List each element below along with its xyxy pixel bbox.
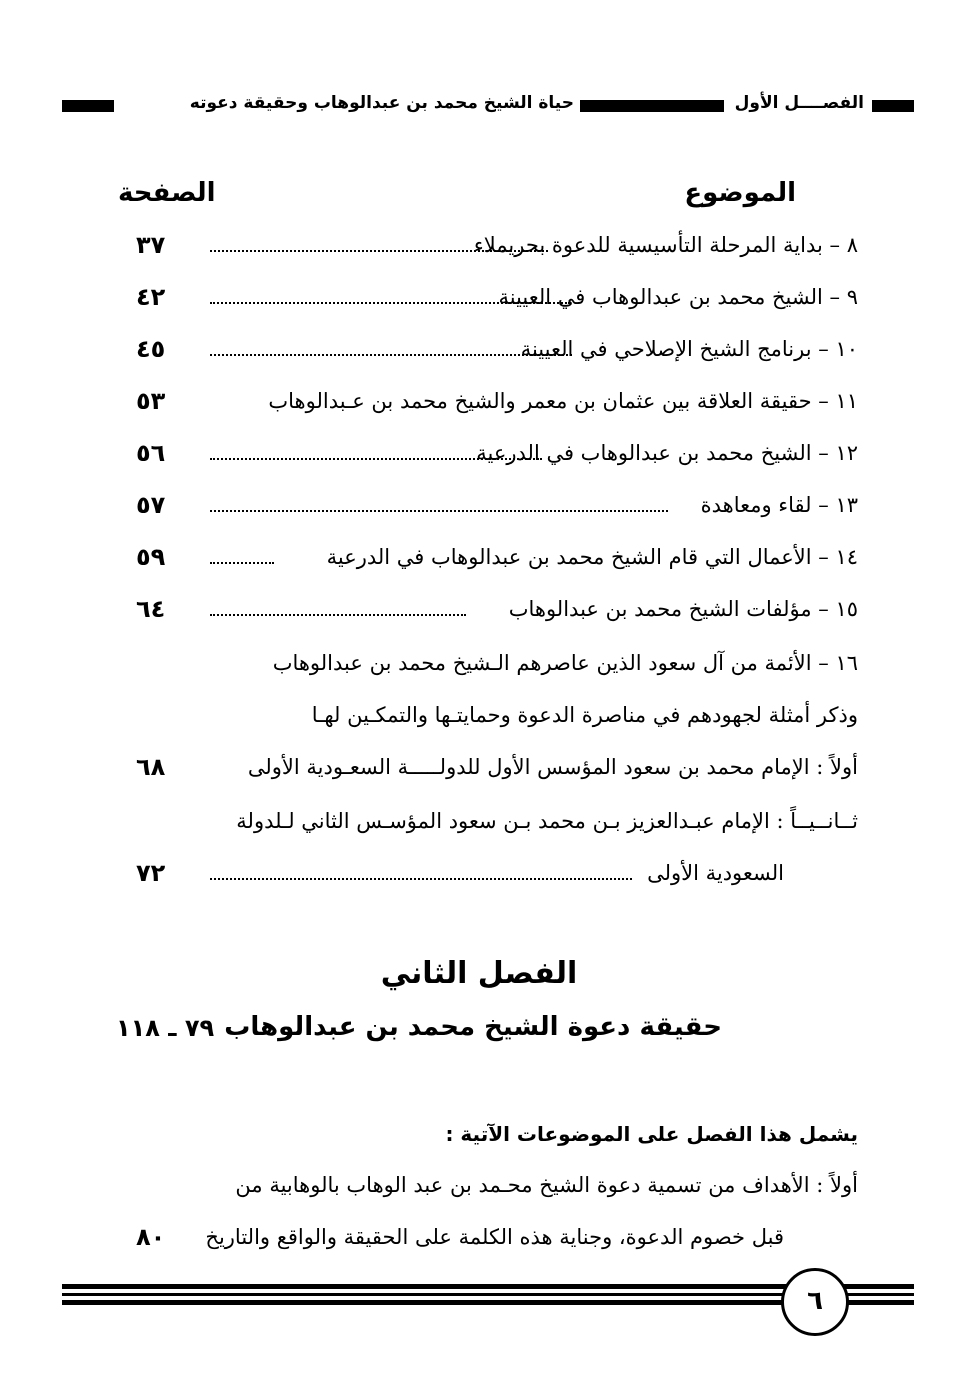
toc-entry-title: ١٣ – لقاء ومعاهدة bbox=[700, 493, 858, 517]
chapter-subtitle: حقيقة دعوة الشيخ محمد بن عبدالوهاب bbox=[224, 1012, 722, 1042]
toc-row bbox=[118, 282, 858, 326]
toc-entry-title: أولاً : الإمام محمد بن سعود المؤسس الأول للدولـــــة السعـودية الأولى bbox=[247, 755, 858, 779]
toc-row bbox=[118, 230, 858, 274]
toc-entry-title: قبل خصوم الدعوة، وجناية هذه الكلمة على الحقيقة والواقع والتاريخ bbox=[205, 1225, 784, 1249]
toc-row bbox=[118, 594, 858, 638]
toc-entry-page: ٥٧ bbox=[136, 491, 166, 519]
toc-entry-page: ٥٩ bbox=[136, 543, 166, 571]
header-rule bbox=[580, 100, 724, 112]
toc-row bbox=[118, 386, 858, 430]
dot-leader bbox=[210, 510, 668, 512]
header-rule bbox=[872, 100, 914, 112]
header-chapter-label: الفصــــل الأول bbox=[734, 93, 864, 113]
dot-leader bbox=[210, 354, 572, 356]
toc-entry-title: أولاً : الأهداف من تسمية دعوة الشيخ محـمد بن عبد الوهاب بالوهابية من bbox=[235, 1173, 858, 1197]
dot-leader bbox=[210, 878, 632, 880]
chapter-heading: الفصل الثاني bbox=[380, 956, 578, 991]
chapter-intro: يشمل هذا الفصل على الموضوعات الآتية : bbox=[445, 1122, 858, 1146]
toc-entry-page: ٦٤ bbox=[136, 595, 166, 623]
page-column-heading: الصفحة bbox=[118, 178, 216, 208]
toc-entry-page: ٧٢ bbox=[136, 859, 166, 887]
toc-entry-title: ١٠ – برنامج الشيخ الإصلاحي في العيينة bbox=[520, 337, 858, 361]
toc-entry-title: ٩ – الشيخ محمد بن عبدالوهاب في العيينة bbox=[498, 285, 858, 309]
dot-leader bbox=[210, 458, 542, 460]
toc-entry-title: ١٤ – الأعمال التي قام الشيخ محمد بن عبدالوهاب في الدرعية bbox=[326, 545, 858, 569]
dot-leader bbox=[210, 250, 548, 252]
header-rule bbox=[62, 100, 114, 112]
toc-entry-page: ٥٣ bbox=[136, 387, 166, 415]
page-number: ٦ bbox=[781, 1268, 849, 1336]
running-header bbox=[62, 92, 914, 118]
toc-entry-page: ٦٨ bbox=[136, 753, 166, 781]
toc-entry-title: ١٦ – الأئمة من آل سعود الذين عاصرهم الـشيخ محمد بن عبدالوهاب bbox=[272, 651, 858, 675]
toc-entry-page: ٤٢ bbox=[136, 283, 166, 311]
topic-column-heading: الموضوع bbox=[684, 178, 796, 208]
toc-entry-title: ٨ – بداية المرحلة التأسيسية للدعوة بحريملاء bbox=[473, 233, 858, 257]
chapter-page-range: ٧٩ ـ ١١٨ bbox=[116, 1014, 215, 1042]
toc-row bbox=[118, 490, 858, 534]
header-book-title: حياة الشيخ محمد بن عبدالوهاب وحقيقة دعوته bbox=[189, 93, 574, 113]
toc-row bbox=[118, 542, 858, 586]
toc-entry-page: ٥٦ bbox=[136, 439, 166, 467]
toc-entry-page: ٤٥ bbox=[136, 335, 166, 363]
toc-entry-title: ١٢ – الشيخ محمد بن عبدالوهاب في الدرعية bbox=[476, 441, 858, 465]
dot-leader bbox=[210, 562, 274, 564]
dot-leader bbox=[210, 614, 466, 616]
toc-entry-title: وذكر أمثلة لجهودهم في مناصرة الدعوة وحمايتـها والتمكـين لهـا bbox=[311, 703, 858, 727]
toc-row-continuation bbox=[118, 700, 858, 744]
toc-entry-title: السعودية الأولى bbox=[647, 861, 784, 885]
dot-leader bbox=[210, 302, 570, 304]
toc-row bbox=[118, 752, 858, 796]
toc-entry-page: ٨٠ bbox=[136, 1223, 166, 1251]
toc-row-continuation bbox=[118, 1222, 858, 1266]
toc-entry-page: ٣٧ bbox=[136, 231, 166, 259]
toc-row bbox=[118, 806, 858, 850]
toc-row bbox=[118, 334, 858, 378]
toc-row bbox=[118, 648, 858, 692]
toc-row bbox=[118, 1170, 858, 1214]
toc-row bbox=[118, 438, 858, 482]
toc-row-continuation bbox=[118, 858, 858, 902]
toc-entry-title: ١١ – حقيقة العلاقة بين عثمان بن معمر والشيخ محمد بن عـبدالوهاب bbox=[268, 389, 858, 413]
toc-entry-title: ١٥ – مؤلفات الشيخ محمد بن عبدالوهاب bbox=[508, 597, 858, 621]
toc-entry-title: ثــانــيــاً : الإمام عبـدالعزيز بـن محمد بـن سعود المؤسـس الثاني لـلدولة bbox=[236, 809, 858, 833]
